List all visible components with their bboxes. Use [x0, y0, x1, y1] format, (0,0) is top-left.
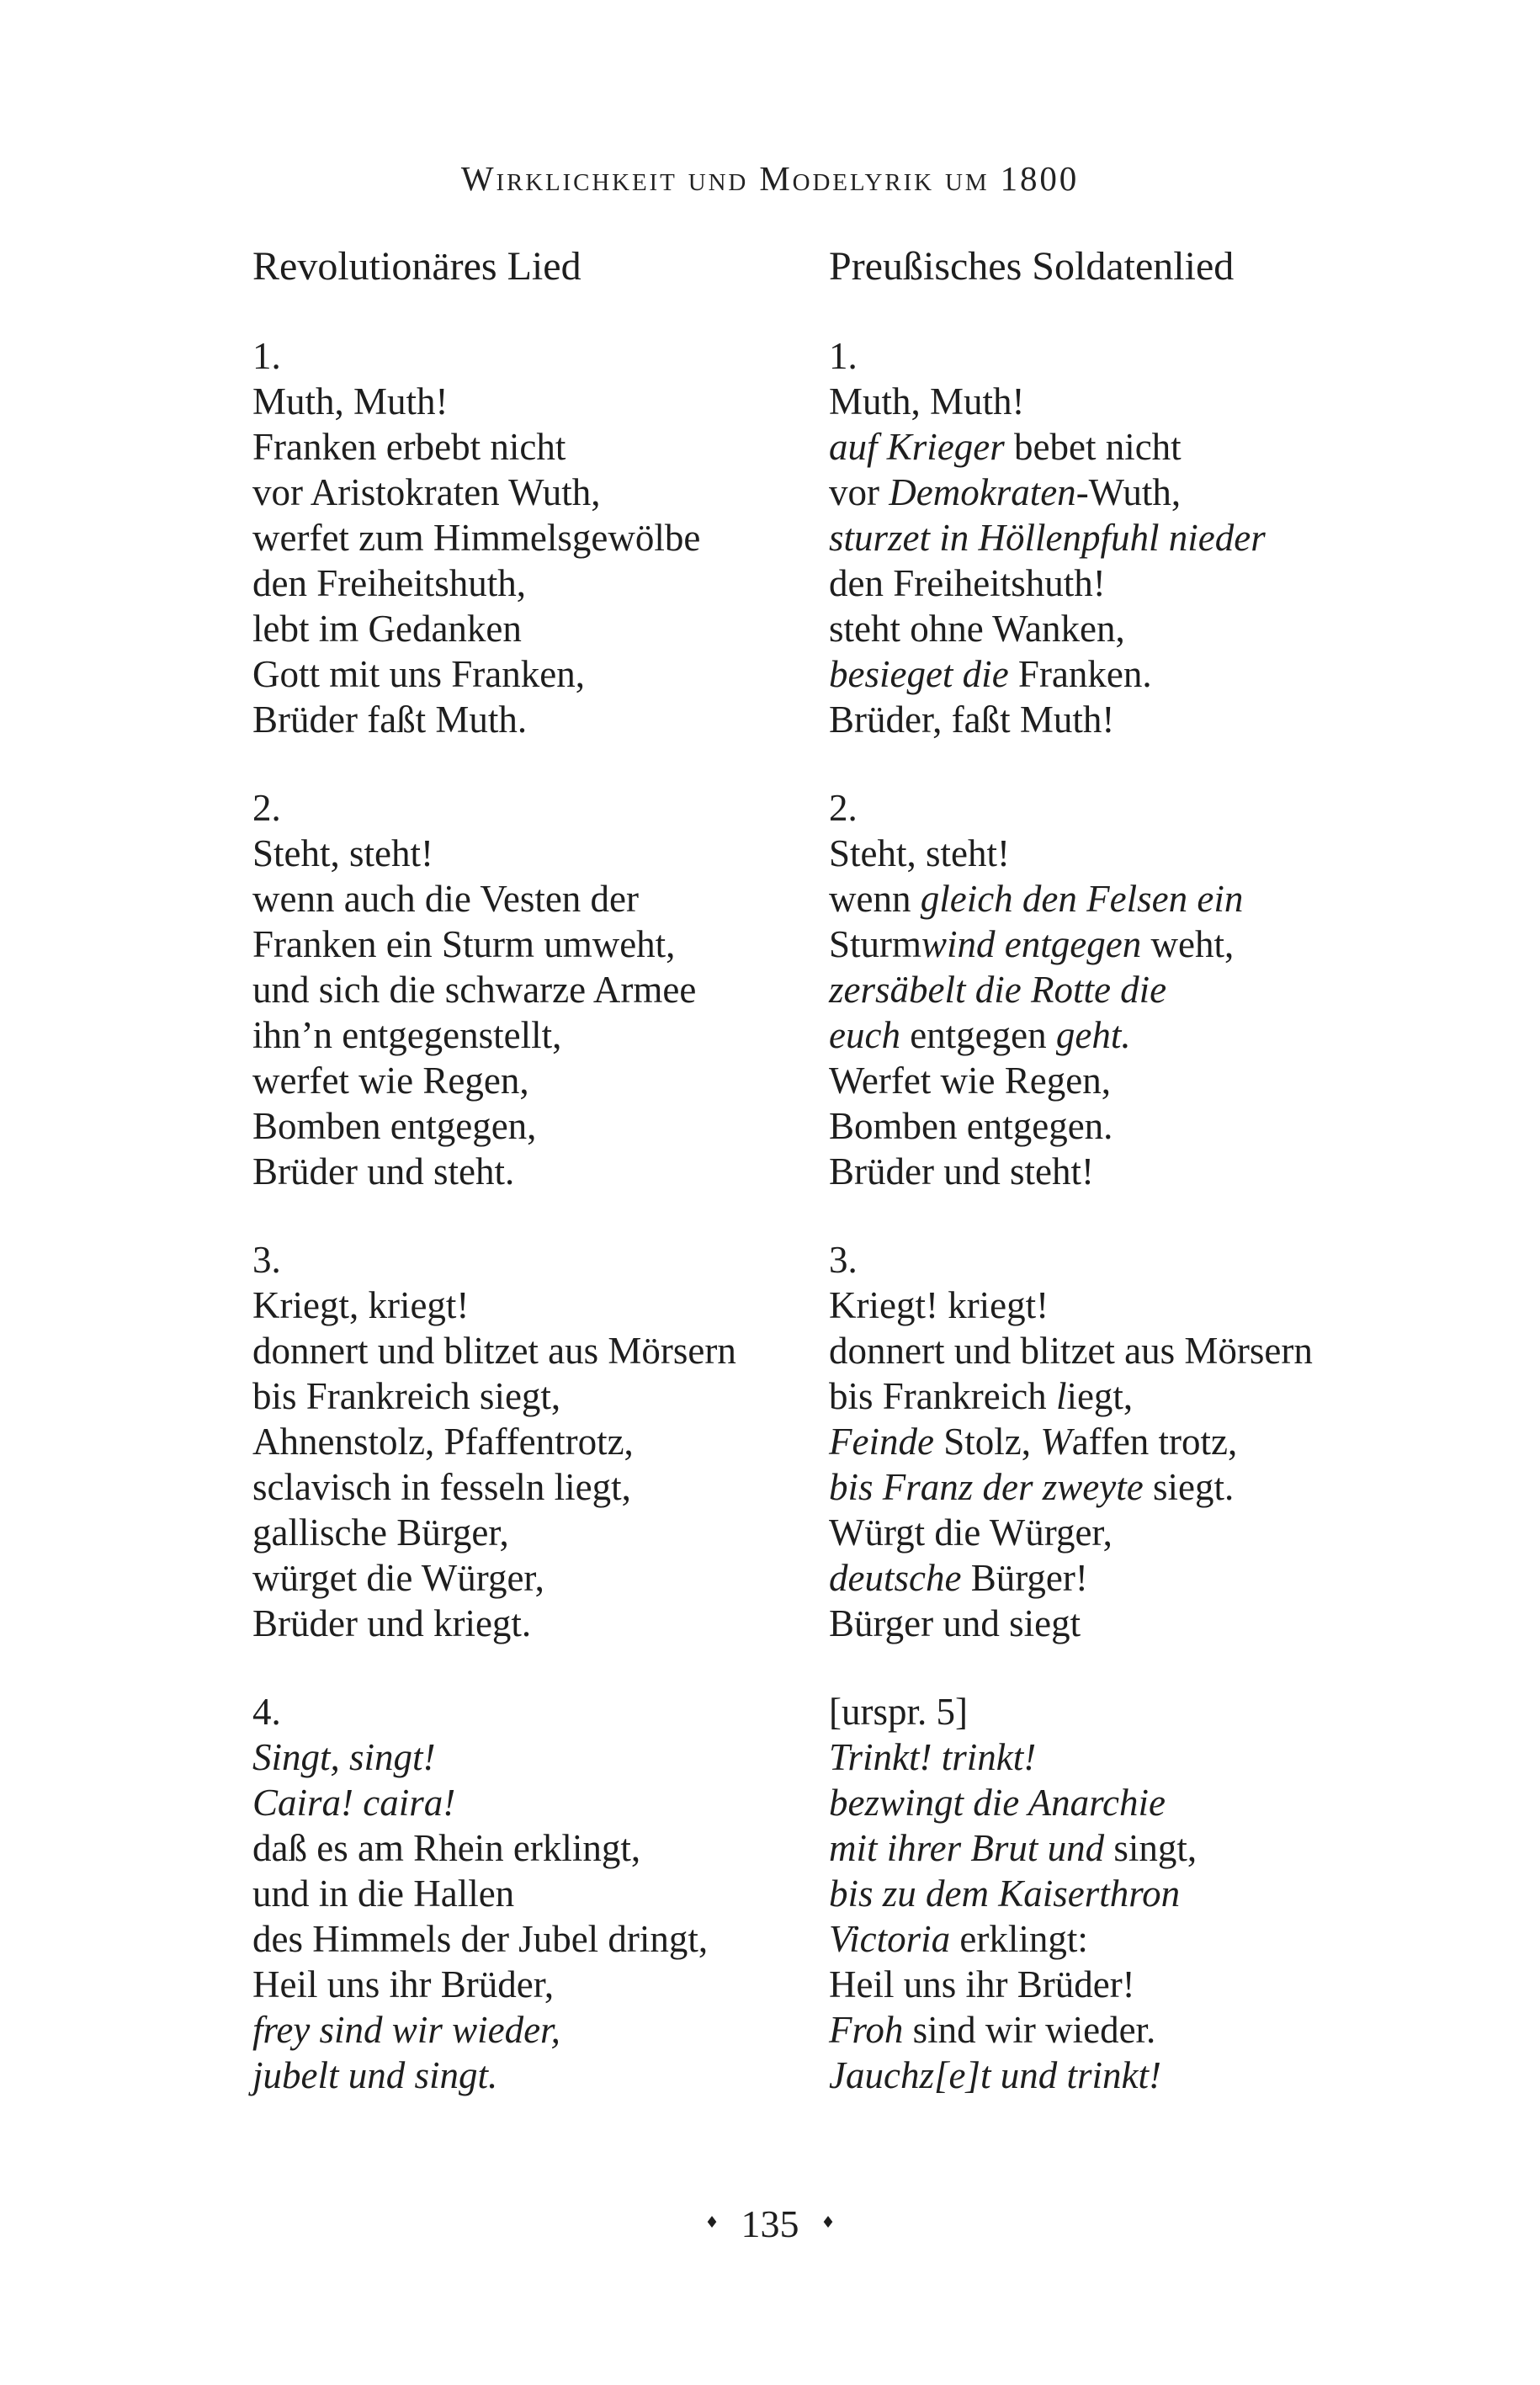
poem-line — [252, 785, 736, 831]
text-segment: gallische Bürger, — [252, 1511, 509, 1554]
stanza — [252, 1237, 736, 1646]
stanza — [252, 333, 736, 742]
poem-line — [829, 2053, 1313, 2098]
poem-line — [252, 922, 736, 967]
poem-line — [252, 1373, 736, 1419]
text-segment: Muth, Muth! — [252, 380, 449, 422]
text-segment: bis Frankreich siegt, — [252, 1375, 561, 1417]
poem-line — [829, 1780, 1313, 1825]
text-segment: 3. — [252, 1239, 281, 1281]
text-segment: und sich die schwarze Armee — [252, 969, 697, 1011]
italic-segment: l — [1055, 1375, 1067, 1417]
text-segment: würget die Würger, — [252, 1557, 544, 1599]
text-segment: wenn auch die Vesten der — [252, 878, 640, 920]
poem-line — [829, 967, 1313, 1012]
text-segment: Franken ein Sturm umweht, — [252, 923, 676, 965]
text-segment: donnert und blitzet aus Mörsern — [252, 1330, 736, 1372]
poem-line — [829, 1601, 1313, 1646]
italic-segment: euch — [829, 1014, 900, 1056]
poem-line — [829, 1373, 1313, 1419]
italic-segment: besieget die — [829, 653, 1009, 695]
poem-line — [829, 697, 1313, 742]
text-segment: 1. — [252, 335, 281, 377]
column-title-right: Preußisches Soldatenlied — [829, 244, 1235, 289]
text-segment: wenn — [829, 878, 921, 920]
italic-segment: gleich den Felsen ein — [920, 878, 1244, 920]
poem-line — [252, 1058, 736, 1103]
page-number: 135 — [741, 2202, 799, 2245]
poem-line — [829, 1237, 1313, 1283]
italic-segment: bis zu dem Kaiserthron — [829, 1872, 1181, 1915]
text-segment: Steht, steht! — [252, 832, 433, 874]
text-segment: sclavisch in fesseln liegt, — [252, 1466, 631, 1508]
text-segment: 3. — [829, 1239, 858, 1281]
poem-line — [252, 1555, 736, 1601]
text-segment: affen trotz, — [1071, 1421, 1238, 1463]
italic-segment: Feinde — [829, 1421, 934, 1463]
italic-segment: Froh — [829, 2009, 904, 2051]
poem-line — [252, 2007, 736, 2053]
poem-line — [829, 1962, 1313, 2007]
text-segment: steht ohne Wanken, — [829, 608, 1125, 650]
poem-line — [829, 1510, 1313, 1555]
text-segment: 4. — [252, 1691, 281, 1733]
stanza — [829, 785, 1313, 1194]
poem-line — [252, 831, 736, 876]
text-segment: Franken erbebt nicht — [252, 426, 566, 468]
stanza — [829, 1237, 1313, 1646]
text-segment: Muth, Muth! — [829, 380, 1025, 422]
poem-line — [252, 876, 736, 922]
text-segment: 2. — [829, 787, 858, 829]
text-segment: des Himmels der Jubel dringt, — [252, 1918, 709, 1960]
text-segment: den Freiheitshuth, — [252, 562, 526, 604]
poem-line — [252, 1871, 736, 1916]
text-segment: -Wuth, — [1075, 471, 1182, 513]
text-segment: Werfet wie Regen, — [829, 1060, 1111, 1102]
text-segment: werfet zum Himmelsgewölbe — [252, 517, 701, 559]
poem-line — [829, 424, 1313, 470]
stanza-list-left — [252, 333, 736, 2098]
poem-line — [829, 1689, 1313, 1734]
text-segment: Steht, steht! — [829, 832, 1010, 874]
poem-line — [829, 1012, 1313, 1058]
text-segment: Stolz, — [933, 1421, 1041, 1463]
text-segment: Gott mit uns Franken, — [252, 653, 585, 695]
text-segment: bis Frankreich — [829, 1375, 1056, 1417]
italic-segment: auf Krieger — [829, 426, 1005, 468]
italic-segment: wind entgegen — [921, 923, 1142, 965]
poem-line — [829, 606, 1313, 651]
text-segment: Kriegt! kriegt! — [829, 1284, 1049, 1326]
poem-line — [252, 1510, 736, 1555]
text-segment: entgegen — [900, 1014, 1056, 1056]
poem-line — [252, 333, 736, 379]
poem-line — [829, 1464, 1313, 1510]
poem-line — [829, 1149, 1313, 1194]
poem-line — [829, 831, 1313, 876]
poem-line — [829, 876, 1313, 922]
italic-segment: Jauchz[e]t und trinkt! — [829, 2054, 1161, 2096]
poem-line — [252, 1464, 736, 1510]
stanza-list-right — [829, 333, 1313, 2098]
poem-line — [829, 1103, 1313, 1149]
poem-line — [252, 560, 736, 606]
poem-line — [252, 1237, 736, 1283]
italic-segment: frey sind wir wieder, — [252, 2009, 560, 2051]
italic-segment: deutsche — [829, 1557, 962, 1599]
page-footer — [0, 2202, 1540, 2247]
poem-line — [829, 1825, 1313, 1871]
poem-line — [252, 1689, 736, 1734]
poem-line — [829, 1283, 1313, 1328]
poem-column-right — [829, 244, 1313, 2141]
poem-line — [252, 1916, 736, 1962]
poem-line — [252, 1283, 736, 1328]
text-segment: Brüder und kriegt. — [252, 1602, 532, 1644]
poem-line — [829, 515, 1313, 560]
poem-line — [829, 1328, 1313, 1373]
italic-segment: bis Franz der zweyte — [829, 1466, 1144, 1508]
text-segment: [urspr. 5] — [829, 1691, 968, 1733]
poem-line — [829, 560, 1313, 606]
poem-line — [252, 651, 736, 697]
stanza — [252, 1689, 736, 2098]
italic-segment: Singt, singt! — [252, 1736, 436, 1778]
text-segment: Sturm — [829, 923, 922, 965]
poem-line — [252, 1825, 736, 1871]
poem-line — [829, 1734, 1313, 1780]
text-segment: ihn’n entgegenstellt, — [252, 1014, 562, 1056]
italic-segment: zersäbelt die Rotte die — [829, 969, 1167, 1011]
text-segment: Bürger und siegt — [829, 1602, 1081, 1644]
text-segment: Brüder und steht. — [252, 1150, 515, 1192]
poem-line — [252, 1734, 736, 1780]
text-segment: Brüder faßt Muth. — [252, 699, 528, 741]
poem-line — [252, 1601, 736, 1646]
text-segment: bebet nicht — [1004, 426, 1182, 468]
italic-segment: mit ihrer Brut und — [829, 1827, 1105, 1869]
text-segment: weht, — [1141, 923, 1235, 965]
poem-line — [829, 1058, 1313, 1103]
text-segment: iegt, — [1066, 1375, 1134, 1417]
italic-segment: jubelt und singt. — [252, 2054, 498, 2096]
poem-line — [252, 1328, 736, 1373]
poem-line — [252, 515, 736, 560]
text-segment: vor Aristokraten Wuth, — [252, 471, 601, 513]
stanza — [829, 1689, 1313, 2098]
text-segment: daß es am Rhein erklingt, — [252, 1827, 641, 1869]
text-segment: singt, — [1104, 1827, 1197, 1869]
poem-line — [252, 1419, 736, 1464]
poem-line — [252, 470, 736, 515]
running-header: Wirklichkeit und Modelyrik um 1800 — [460, 159, 1080, 198]
text-segment: siegt. — [1143, 1466, 1235, 1508]
text-segment: Brüder und steht! — [829, 1150, 1094, 1192]
poem-line — [252, 1149, 736, 1194]
italic-segment: Caira! caira! — [252, 1782, 456, 1824]
diamond-ornament-left: ♦ — [704, 2213, 720, 2232]
poem-line — [252, 1962, 736, 2007]
text-segment: erklingt: — [950, 1918, 1088, 1960]
poem-line — [829, 2007, 1313, 2053]
poem-line — [829, 470, 1313, 515]
italic-segment: W — [1040, 1421, 1072, 1463]
text-segment: Bomben entgegen. — [829, 1105, 1113, 1147]
poem-line — [252, 697, 736, 742]
text-segment: 1. — [829, 335, 858, 377]
diamond-ornament-right: ♦ — [820, 2213, 836, 2232]
poem-line — [829, 922, 1313, 967]
text-segment: lebt im Gedanken — [252, 608, 522, 650]
stanza — [252, 785, 736, 1194]
poem-line — [252, 967, 736, 1012]
text-segment: Heil uns ihr Brüder, — [252, 1963, 555, 2005]
text-segment: werfet wie Regen, — [252, 1060, 529, 1102]
italic-segment: geht. — [1055, 1014, 1131, 1056]
column-title-left: Revolutionäres Lied — [252, 244, 581, 289]
text-segment: sind wir wieder. — [903, 2009, 1156, 2051]
poem-line — [829, 333, 1313, 379]
italic-segment: bezwingt die Anarchie — [829, 1782, 1166, 1824]
text-segment: Franken. — [1008, 653, 1152, 695]
poem-line — [252, 1780, 736, 1825]
poem-line — [829, 1871, 1313, 1916]
italic-segment: Demokraten — [889, 471, 1076, 513]
poem-line — [829, 379, 1313, 424]
text-segment: donnert und blitzet aus Mörsern — [829, 1330, 1313, 1372]
poem-line — [829, 1419, 1313, 1464]
italic-segment: Victoria — [829, 1918, 951, 1960]
italic-segment: Trinkt! trinkt! — [829, 1736, 1037, 1778]
poem-line — [252, 379, 736, 424]
poem-line — [829, 1555, 1313, 1601]
text-segment: Würgt die Würger, — [829, 1511, 1113, 1554]
text-segment: 2. — [252, 787, 281, 829]
text-segment: Bürger! — [961, 1557, 1088, 1599]
poem-line — [252, 606, 736, 651]
italic-segment: sturzet in Höllenpfuhl nieder — [829, 517, 1266, 559]
stanza — [829, 333, 1313, 742]
poem-line — [252, 1103, 736, 1149]
text-segment: vor — [829, 471, 889, 513]
text-segment: und in die Hallen — [252, 1872, 515, 1915]
text-segment: Heil uns ihr Brüder! — [829, 1963, 1135, 2005]
text-segment: den Freiheitshuth! — [829, 562, 1106, 604]
poem-line — [252, 2053, 736, 2098]
poem-line — [829, 1916, 1313, 1962]
text-segment: Brüder, faßt Muth! — [829, 699, 1115, 741]
poem-line — [252, 424, 736, 470]
poem-line — [829, 651, 1313, 697]
poem-line — [829, 785, 1313, 831]
text-segment: Kriegt, kriegt! — [252, 1284, 470, 1326]
text-segment: Ahnenstolz, Pfaffentrotz, — [252, 1421, 634, 1463]
poem-column-left — [252, 244, 736, 2141]
text-segment: Bomben entgegen, — [252, 1105, 537, 1147]
poem-line — [252, 1012, 736, 1058]
